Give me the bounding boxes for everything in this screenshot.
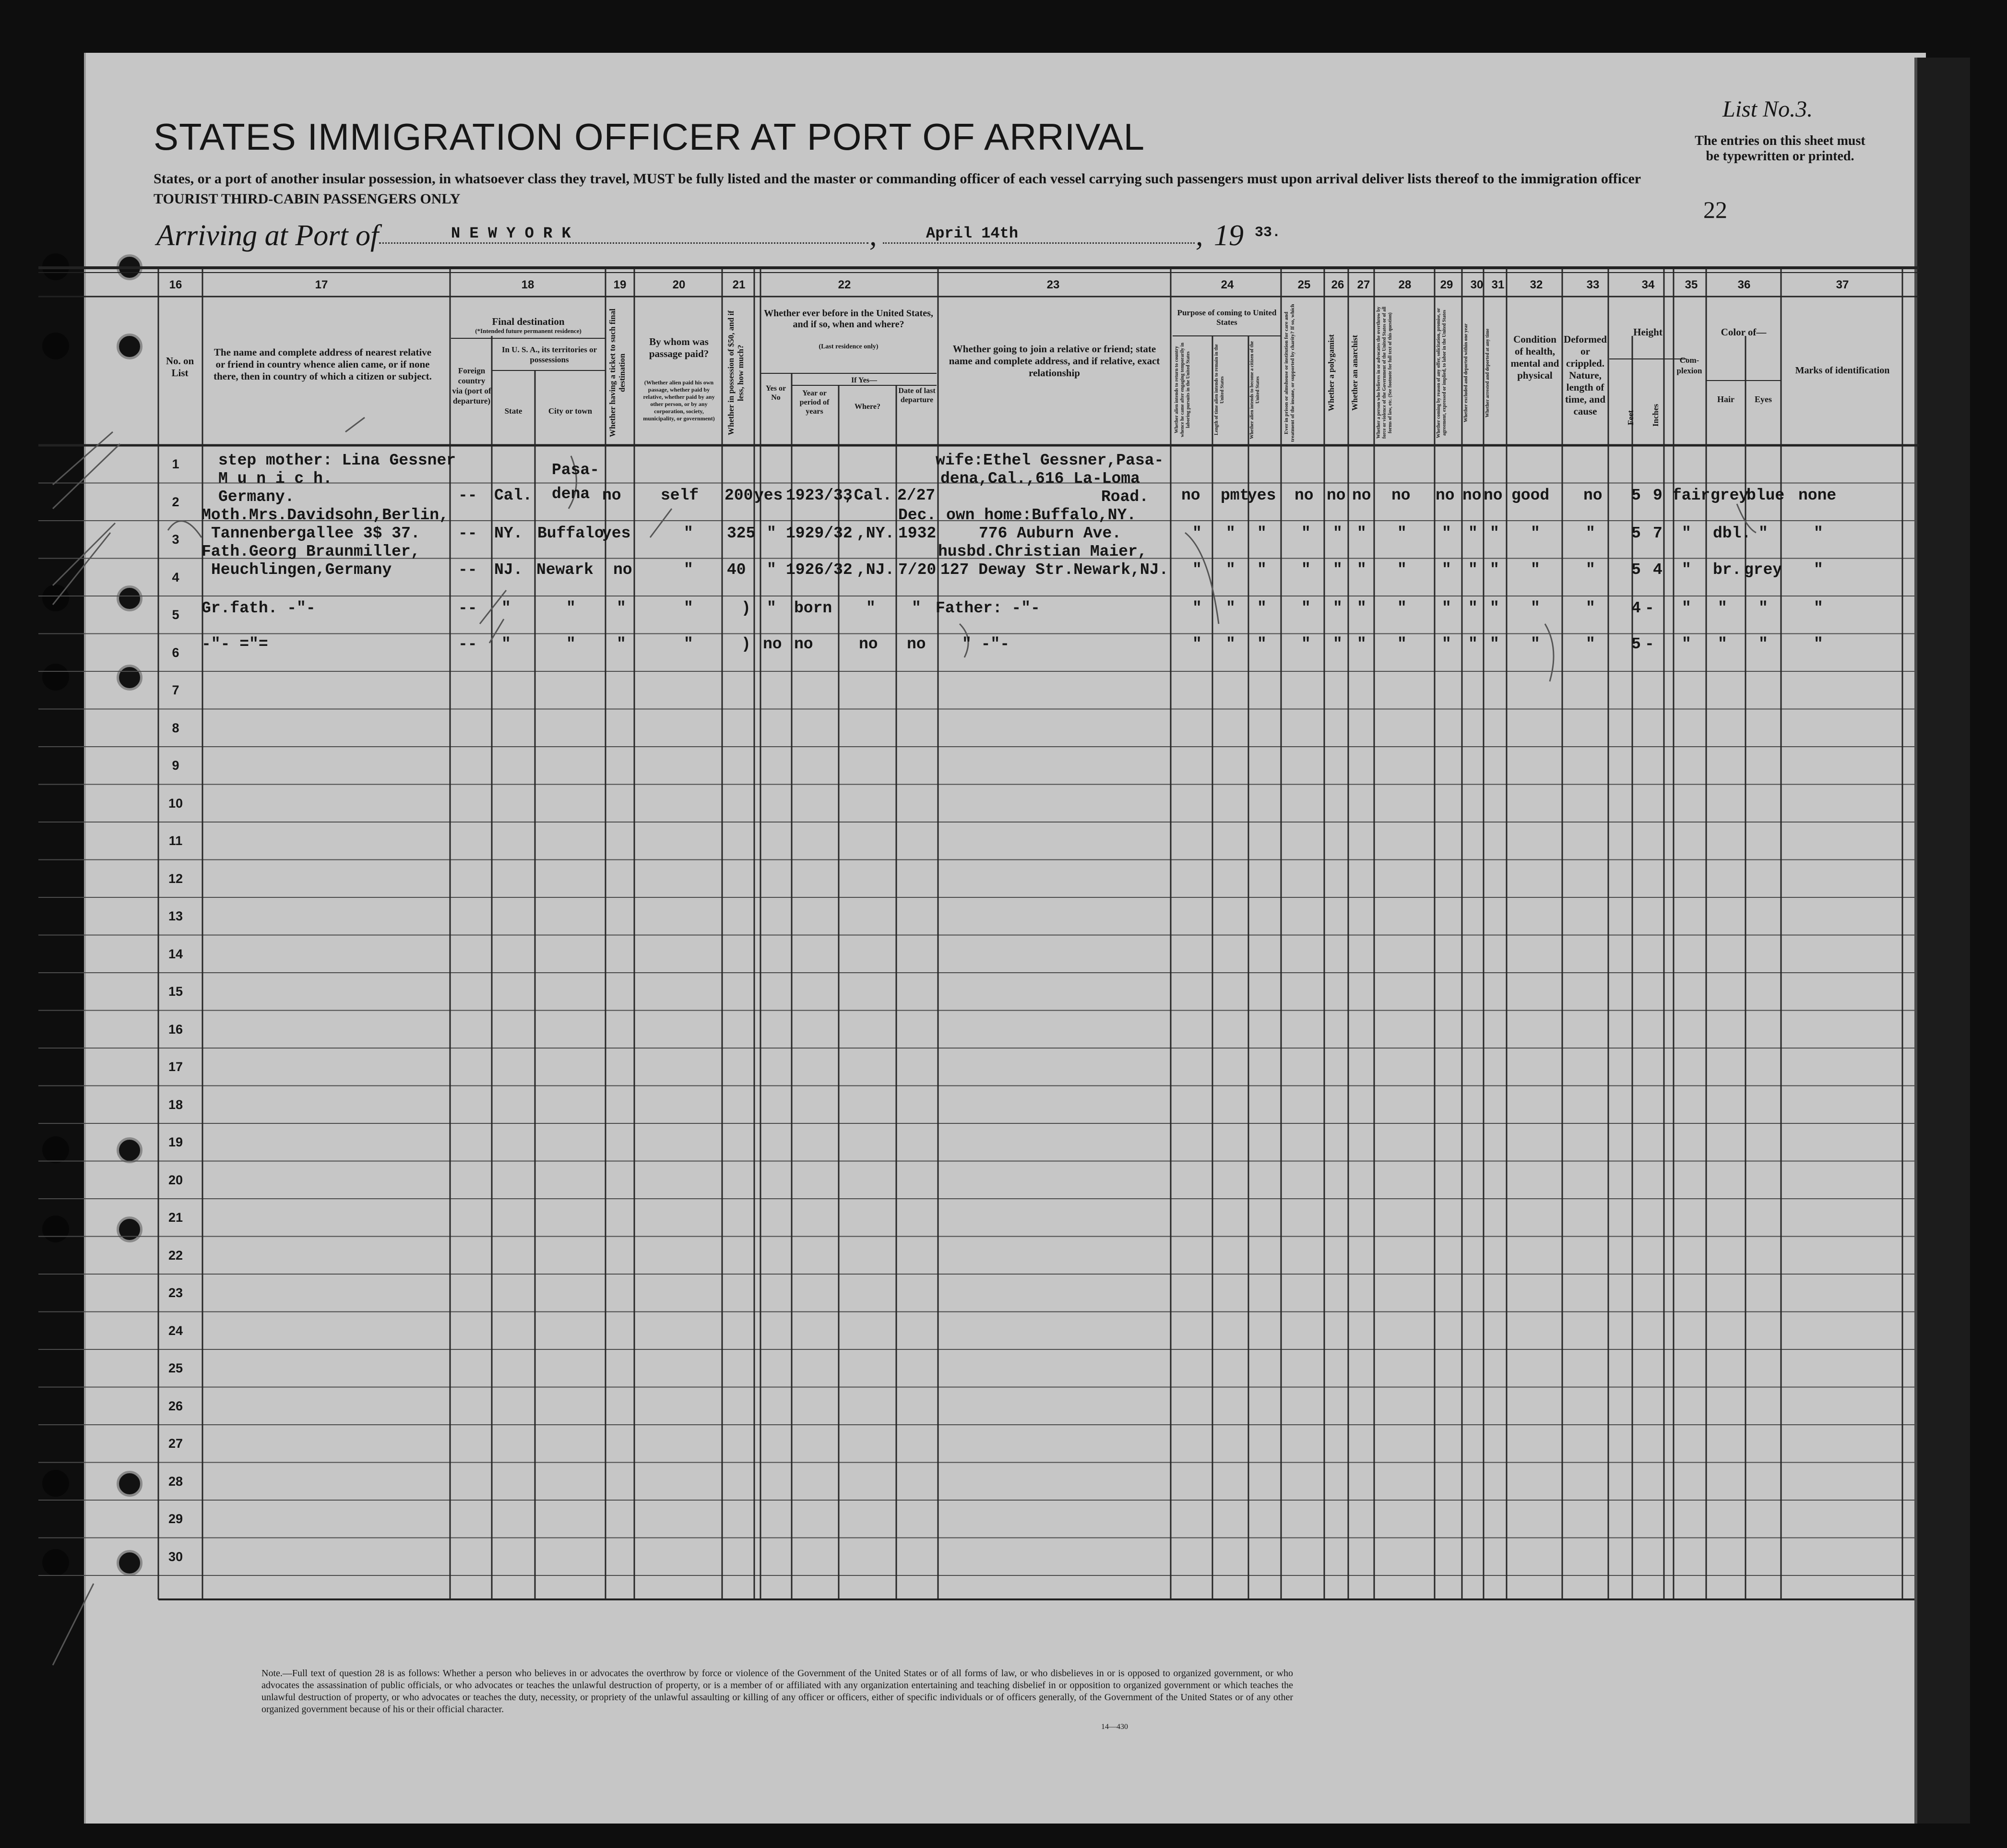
header-deformed: Deformed or crippled. Nature, length of time, and cause xyxy=(1564,334,1607,417)
header-prison: Ever in prison or almshouse or institution for care and treatment of the insane, or supported by charity? If so, which xyxy=(1283,304,1295,442)
r4-ditto-state: " xyxy=(501,599,511,617)
year-prefix: 19 xyxy=(1214,219,1244,252)
r5-ditto-paid: " xyxy=(684,635,693,653)
r4-foreign: -- xyxy=(458,599,477,617)
header-marks: Marks of identification xyxy=(1795,365,1890,376)
col-num-33: 33 xyxy=(1586,278,1600,291)
r2-ditto-anarchist: " xyxy=(1357,525,1366,542)
comma-1: , xyxy=(869,219,877,252)
r2-departure-1: Dec. xyxy=(898,506,937,524)
r1-polygamist: no xyxy=(1327,487,1346,504)
row-number: 26 xyxy=(168,1398,183,1413)
header-where: Where? xyxy=(855,403,880,411)
r5-ditto-q29: " xyxy=(1442,635,1451,653)
r3-paid: " xyxy=(684,561,693,579)
r1-deformed: no xyxy=(1583,487,1603,504)
header-in-usa: In U. S. A., its territories or possessions xyxy=(501,345,597,364)
row-number: 19 xyxy=(168,1135,183,1149)
r5-ditto-length: " xyxy=(1226,635,1235,653)
r1-departure: 2/27 xyxy=(897,487,936,504)
row-number: 27 xyxy=(168,1436,183,1451)
r3-years: 1926/32 xyxy=(786,561,853,579)
r1-ticket: no xyxy=(602,487,621,504)
sheet-number: 22 xyxy=(1703,196,1727,223)
r1-years: 1923/33 xyxy=(786,487,853,504)
r4-ditto-departure: " xyxy=(912,599,921,617)
r1-where: ,Cal. xyxy=(844,487,892,504)
r4-ditto-hair: " xyxy=(1718,599,1727,617)
r5-ditto-complexion: " xyxy=(1682,635,1691,653)
row-number: 24 xyxy=(168,1323,183,1338)
r1-health: good xyxy=(1511,487,1550,504)
r4-ditto-q29: " xyxy=(1442,599,1451,617)
r5-ditto-state: " xyxy=(501,635,511,653)
r2-foreign: -- xyxy=(458,525,477,542)
r5-ditto-prison: " xyxy=(1301,635,1311,653)
row-number: 28 xyxy=(168,1474,183,1489)
r5-feet: 5 xyxy=(1631,635,1641,653)
footnote: Note.—Full text of question 28 is as follows: Whether a person who believes in or advocates the overthrow by force or violence of the Government of the United States or of all forms of law, or who disbelieves in or is opposed to organized government, or who advocates the assassination of public officials, or who advocates or teaches the unlawful destruction of property, or is a member of or affiliated with any organization entertaining and teaching disbelief in or opposition to organized government or which teaches the unlawful destruction of property, or who advocates or teaches the duty, necessity, or propriety of the unlawful assaulting or killing of any officer or officers, either of specific individuals or of officers generally, of the Government of the United States or of any other organized government because of his or their official character. xyxy=(261,1668,1293,1715)
r2-join-2: 776 Auburn Ave. xyxy=(979,525,1122,542)
header-hair: Hair xyxy=(1717,394,1734,404)
col-num-22: 22 xyxy=(838,278,851,291)
date-value: April 14th xyxy=(926,225,1019,242)
r1-anarchist: no xyxy=(1352,487,1371,504)
r2-ditto-deformed: " xyxy=(1586,525,1595,542)
r3-city: Newark xyxy=(536,561,594,579)
col-num-21: 21 xyxy=(732,278,746,291)
header-anarchist: Whether an anarchist xyxy=(1350,334,1359,411)
r1-q28: no xyxy=(1391,487,1411,504)
row-number: 6 xyxy=(172,645,179,660)
r3-foreign: -- xyxy=(458,561,477,579)
col-num-26: 26 xyxy=(1331,278,1344,291)
row-number: 3 xyxy=(172,532,179,547)
header-final-destination-note: (*Intended future permanent residence) xyxy=(475,327,582,334)
r3-ditto-prison: " xyxy=(1301,561,1311,579)
row-number: 23 xyxy=(168,1286,183,1300)
r2-paid: " xyxy=(684,525,693,542)
header-color-of: Color of— xyxy=(1721,326,1767,338)
col-num-32: 32 xyxy=(1530,278,1543,291)
r3-ditto-q30: " xyxy=(1468,561,1478,579)
r4-years: born xyxy=(794,599,832,617)
col-num-28: 28 xyxy=(1398,278,1412,291)
r5-join: " -"- xyxy=(962,635,1010,653)
r2-ditto-prison: " xyxy=(1301,525,1311,542)
r4-ditto-complexion: " xyxy=(1682,599,1691,617)
r4-ditto-prison: " xyxy=(1301,599,1311,617)
col-num-35: 35 xyxy=(1685,278,1698,291)
row-number: 29 xyxy=(168,1512,183,1526)
comma-2: , xyxy=(1196,219,1203,252)
header-purpose: Purpose of coming to United States xyxy=(1177,308,1277,327)
r1-join-3: Road. xyxy=(1101,488,1149,506)
r3-ditto-marks: " xyxy=(1814,561,1823,579)
r3-hair: br. xyxy=(1713,561,1742,579)
row-number: 5 xyxy=(172,608,179,622)
r5-ditto-anarchist: " xyxy=(1357,635,1366,653)
r3-ditto-q29: " xyxy=(1442,561,1451,579)
row-number: 11 xyxy=(168,834,183,848)
r1-q30: no xyxy=(1462,487,1482,504)
r2-ditto-complexion: " xyxy=(1682,525,1691,542)
r2-ditto-return: " xyxy=(1192,525,1202,542)
r2-inches: 7 xyxy=(1653,525,1663,542)
r5-ditto-city: " xyxy=(566,635,576,653)
r2-ditto-q31: " xyxy=(1490,525,1499,542)
r2-relative-line-1: Moth.Mrs.Davidsohn,Berlin, xyxy=(202,506,449,524)
header-no-on-list: No. on List xyxy=(166,355,194,379)
r1-hair: grey xyxy=(1710,487,1749,504)
header-q29: Whether coming by reason of any offer, solicitation, promise, or agreement, expressed or implied, to labor in the United States xyxy=(1436,308,1447,438)
col-num-16: 16 xyxy=(169,278,182,291)
row-number: 8 xyxy=(172,720,179,735)
r4-ditto-ticket: " xyxy=(617,599,626,617)
r1-relative-line-2: M u n i c h. xyxy=(218,470,333,488)
header-last-residence: (Last residence only) xyxy=(819,343,879,350)
r1-city-1: Pasa- xyxy=(552,461,600,479)
page-title: STATES IMMIGRATION OFFICER AT PORT OF ARRIVAL xyxy=(154,116,1145,158)
r1-foreign: -- xyxy=(458,487,477,504)
r1-join-2: dena,Cal.,616 La-Loma xyxy=(940,470,1140,488)
r4-money: ) xyxy=(741,599,751,617)
col-num-25: 25 xyxy=(1297,278,1311,291)
header-year-period: Year or period of years xyxy=(799,389,830,416)
row-number: 9 xyxy=(172,758,179,773)
r3-relative-line-2: Heuchlingen,Germany xyxy=(211,561,392,579)
r5-years: no xyxy=(794,635,813,653)
r2-ditto-eyes: " xyxy=(1758,525,1768,542)
r3-where: ,NJ. xyxy=(856,561,895,579)
r5-foreign: -- xyxy=(458,635,477,653)
r1-prison: no xyxy=(1294,487,1314,504)
r3-money: 40 xyxy=(727,561,746,579)
col-num-37: 37 xyxy=(1836,278,1849,291)
row-number: 13 xyxy=(168,909,183,923)
r2-ditto-q28: " xyxy=(1397,525,1407,542)
r2-departure-2: 1932 xyxy=(898,525,937,542)
r1-complexion: fair xyxy=(1672,487,1710,504)
r5-ditto-q28: " xyxy=(1397,635,1407,653)
r2-before: " xyxy=(767,525,776,542)
header-purpose-citizen: Whether alien intends to become a citizen of the United States xyxy=(1249,341,1260,439)
port-value: N E W Y O R K xyxy=(451,225,571,242)
r5-ditto-q31: " xyxy=(1490,635,1499,653)
r4-ditto-paid: " xyxy=(684,599,693,617)
r2-ditto-polygamist: " xyxy=(1333,525,1342,542)
r1-q31: no xyxy=(1484,487,1503,504)
r5-relative: -"- ="= xyxy=(202,635,268,653)
r4-relative: Gr.fath. -"- xyxy=(202,599,316,617)
header-purpose-return: Whether alien intends to return to country whence he came after engaging temporarily in laboring pursuits in the United States xyxy=(1174,343,1191,437)
r3-ditto-q28: " xyxy=(1397,561,1407,579)
year-suffix: 33. xyxy=(1255,225,1281,241)
r4-ditto-anarchist: " xyxy=(1357,599,1366,617)
r3-before: " xyxy=(767,561,776,579)
r1-state: Cal. xyxy=(494,487,533,504)
r5-departure: no xyxy=(907,635,926,653)
r1-eyes: blue xyxy=(1746,487,1785,504)
r4-ditto-citizen: " xyxy=(1257,599,1267,617)
header-date-departure: Date of last departure xyxy=(898,387,936,404)
r2-ticket: yes xyxy=(602,525,631,542)
entries-note-line-2: be typewritten or printed. xyxy=(1706,149,1854,164)
header-state: State xyxy=(504,406,523,416)
col-num-36: 36 xyxy=(1737,278,1751,291)
r3-departure: 7/20 xyxy=(898,561,937,579)
r5-ditto-ticket: " xyxy=(617,635,626,653)
row-number: 10 xyxy=(168,796,183,811)
header-final-destination: Final destination xyxy=(492,316,565,327)
r1-marks: none xyxy=(1798,487,1837,504)
r2-state: NY. xyxy=(494,525,523,542)
r1-citizen: yes xyxy=(1247,487,1276,504)
r5-ditto-health: " xyxy=(1531,635,1540,653)
r3-ditto-length: " xyxy=(1226,561,1235,579)
r5-ditto-eyes: " xyxy=(1758,635,1768,653)
r4-ditto-where: " xyxy=(866,599,876,617)
row-number: 22 xyxy=(168,1248,183,1263)
r4-feet: 4 xyxy=(1631,599,1641,617)
r4-ditto-q31: " xyxy=(1490,599,1499,617)
header-passage-paid: By whom was passage paid? xyxy=(649,336,709,359)
r4-ditto-deformed: " xyxy=(1586,599,1595,617)
row-number: 1 xyxy=(172,457,179,471)
header-q30: Whether excluded and deported within one year xyxy=(1463,323,1469,422)
header-join-relative: Whether going to join a relative or friend; state name and complete address, and if relative, exact relationship xyxy=(949,343,1160,379)
r1-inches: 9 xyxy=(1653,487,1663,504)
row-number: 25 xyxy=(168,1361,183,1375)
header-polygamist: Whether a polygamist xyxy=(1327,334,1336,412)
r3-join-1: husbd.Christian Maier, xyxy=(938,543,1147,560)
r3-ditto-polygamist: " xyxy=(1333,561,1342,579)
col-num-31: 31 xyxy=(1491,278,1505,291)
row-number: 15 xyxy=(168,984,183,999)
row-number: 18 xyxy=(168,1097,183,1112)
r3-ditto-citizen: " xyxy=(1257,561,1267,579)
r4-ditto-eyes: " xyxy=(1758,599,1768,617)
r2-city: Buffalo xyxy=(537,525,604,542)
header-complexion: Com-plexion xyxy=(1676,356,1702,375)
r1-length: pmt xyxy=(1221,487,1249,504)
col-num-24: 24 xyxy=(1221,278,1234,291)
r3-ditto-q31: " xyxy=(1490,561,1499,579)
r4-ditto-length: " xyxy=(1226,599,1235,617)
r5-ditto-marks: " xyxy=(1814,635,1823,653)
row-number: 30 xyxy=(168,1549,183,1564)
instruction-text: States, or a port of another insular possession, in whatsoever class they travel, MUST be fully listed and the master or commanding officer of each vessel carrying such passengers must upon arrival deliver lists thereof to the immigration officer xyxy=(154,171,1641,187)
r2-ditto-marks: " xyxy=(1814,525,1823,542)
class-note: TOURIST THIRD-CABIN PASSENGERS ONLY xyxy=(154,191,461,207)
r2-ditto-citizen: " xyxy=(1257,525,1267,542)
col-num-20: 20 xyxy=(672,278,686,291)
row-number: 21 xyxy=(168,1210,183,1225)
r4-ditto-polygamist: " xyxy=(1333,599,1342,617)
r5-where: no xyxy=(859,635,878,653)
header-q28: Whether a person who believes in or advocates the overthrow by force or violence of the Government of the United States or of all forms of law, etc. (See footnote for full text of this question) xyxy=(1376,307,1393,439)
r1-before: yes xyxy=(754,487,783,504)
r2-ditto-length: " xyxy=(1226,525,1235,542)
row-number: 2 xyxy=(172,494,179,509)
r1-paid: self xyxy=(661,487,699,504)
col-num-23: 23 xyxy=(1046,278,1060,291)
r1-money: 200 xyxy=(724,487,753,504)
header-ticket: Whether having a ticket to such final destination xyxy=(608,309,627,437)
col-num-19: 19 xyxy=(613,278,627,291)
r5-ditto-q30: " xyxy=(1468,635,1478,653)
r2-relative-line-2: Tannenbergallee 3$ 37. xyxy=(211,525,420,542)
r3-ditto-complexion: " xyxy=(1682,561,1691,579)
r1-relative-line-1: step mother: Lina Gessner xyxy=(218,452,456,469)
col-num-29: 29 xyxy=(1440,278,1453,291)
r2-hair: dbl. xyxy=(1713,525,1751,542)
r4-ditto-q28: " xyxy=(1397,599,1407,617)
col-num-27: 27 xyxy=(1357,278,1370,291)
header-possession-50: Whether in possession of $50, and if less, how much? xyxy=(726,310,745,435)
r4-ditto-health: " xyxy=(1531,599,1540,617)
header-if-yes: If Yes— xyxy=(851,376,878,384)
r3-ditto-health: " xyxy=(1531,561,1540,579)
r3-relative-line-1: Fath.Georg Braunmiller, xyxy=(202,543,420,560)
r1-city-2: dena xyxy=(552,485,590,503)
row-number: 14 xyxy=(168,946,183,961)
header-q31: Whether arrested and deported at any time xyxy=(1485,328,1490,417)
header-health: Condition of health, mental and physical xyxy=(1510,334,1559,381)
r2-join-1: own home:Buffalo,NY. xyxy=(946,506,1137,524)
header-passage-paid-note: (Whether alien paid his own passage, whether paid by relative, whether paid by any other person, or by any corporation, society, municipality, or government) xyxy=(643,379,715,422)
r5-ditto-polygamist: " xyxy=(1333,635,1342,653)
r2-feet: 5 xyxy=(1631,525,1641,542)
r2-ditto-q30: " xyxy=(1468,525,1478,542)
r2-money: 325 xyxy=(727,525,756,542)
header-ever-before: Whether ever before in the United States, and if so, when and where? xyxy=(764,308,933,330)
r4-join: Father: -"- xyxy=(936,599,1040,617)
row-number: 7 xyxy=(172,683,179,697)
r4-ditto-marks: " xyxy=(1814,599,1823,617)
header-inches: Inches xyxy=(1651,404,1660,427)
col-num-17: 17 xyxy=(315,278,328,291)
col-num-18: 18 xyxy=(521,278,534,291)
r5-ditto-hair: " xyxy=(1718,635,1727,653)
r4-ditto-return: " xyxy=(1192,599,1202,617)
r1-join-1: wife:Ethel Gessner,Pasa- xyxy=(936,452,1164,469)
r3-eyes: grey xyxy=(1744,561,1782,579)
r5-ditto-return: " xyxy=(1192,635,1202,653)
r4-inches: - xyxy=(1645,599,1654,617)
r3-join-2: 127 Deway Str.Newark,NJ. xyxy=(940,561,1169,579)
r1-feet: 5 xyxy=(1631,487,1641,504)
r3-state: NJ. xyxy=(494,561,523,579)
header-yes-no: Yes or No xyxy=(765,384,786,402)
r4-ditto-city: " xyxy=(566,599,576,617)
header-city: City or town xyxy=(548,406,593,416)
r3-feet: 5 xyxy=(1631,561,1641,579)
r3-inches: 4 xyxy=(1653,561,1663,579)
header-purpose-length: Length of time alien intends to remain in the United States xyxy=(1214,344,1225,436)
header-eyes: Eyes xyxy=(1755,394,1772,404)
r5-money: ) xyxy=(741,635,751,653)
form-number: 14—430 xyxy=(1101,1723,1128,1731)
r3-ditto-return: " xyxy=(1192,561,1202,579)
r3-ditto-anarchist: " xyxy=(1357,561,1366,579)
arriving-label: Arriving at Port of xyxy=(156,219,379,252)
entries-note-line-1: The entries on this sheet must xyxy=(1695,133,1865,148)
header-height: Height xyxy=(1633,326,1663,338)
r1-q29: no xyxy=(1436,487,1455,504)
col-num-34: 34 xyxy=(1641,278,1655,291)
r3-ditto-deformed: " xyxy=(1586,561,1595,579)
row-number: 17 xyxy=(168,1060,183,1074)
header-feet: Feet xyxy=(1626,410,1635,425)
col-num-30: 30 xyxy=(1470,278,1484,291)
row-number: 16 xyxy=(168,1022,183,1037)
r5-inches: - xyxy=(1645,635,1654,653)
r2-ditto-q29: " xyxy=(1442,525,1451,542)
r5-ditto-citizen: " xyxy=(1257,635,1267,653)
r4-ditto-before: " xyxy=(767,599,776,617)
r1-relative-line-3: Germany. xyxy=(218,488,295,506)
r1-return: no xyxy=(1181,487,1200,504)
r5-before: no xyxy=(763,635,782,653)
row-number: 4 xyxy=(172,570,179,584)
row-number: 20 xyxy=(168,1172,183,1187)
r2-ditto-health: " xyxy=(1531,525,1540,542)
r2-years: 1929/32 xyxy=(786,525,853,542)
r4-ditto-q30: " xyxy=(1468,599,1478,617)
header-foreign-country: Foreign country via (port of departure) xyxy=(452,366,491,405)
row-number: 12 xyxy=(168,871,183,886)
r5-ditto-deformed: " xyxy=(1586,635,1595,653)
r2-where: ,NY. xyxy=(856,525,895,542)
header-nearest-relative: The name and complete address of nearest relative or friend in country whence alien came, or if none there, then in country of which a citizen or subject. xyxy=(214,346,432,382)
r3-ticket: no xyxy=(613,561,632,579)
list-number: List No.3. xyxy=(1722,96,1813,122)
